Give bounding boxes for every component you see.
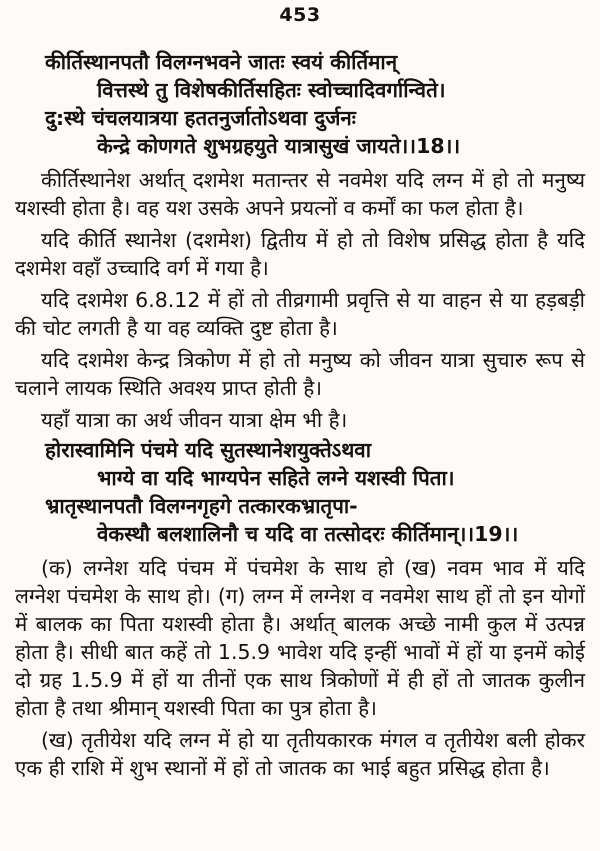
verse-18-block: [15, 48, 585, 160]
paragraph-dwitiya: यदि कीर्ति स्थानेश (दशमेश) द्वितीय में हो तो विशेष प्रसिद्ध होता है यदि दशमेश वहाँ उच्चादि वर्ग में गया है।: [15, 228, 585, 280]
verse-19-block: [15, 436, 585, 548]
verse-18-line-4: केन्द्रे कोणगते शुभग्रहयुते यात्रासुखं जायते।।18।।: [97, 134, 461, 158]
paragraph-kendra-trikon: यदि दशमेश केन्द्र त्रिकोण में हो तो मनुष्य को जीवन यात्रा सुचारु रूप से चलाने लायक स्थिति अवश्य प्राप्त होती है।: [15, 348, 585, 400]
verse-19-line-1: होरास्वामिनि पंचमे यदि सुतस्थानेशयुक्तेऽथवा: [45, 438, 372, 462]
page-number: 453: [279, 4, 321, 26]
verse-18-line-3: दु:स्थे चंचलयात्रया हततनुर्जातोऽथवा दुर्जनः: [45, 106, 356, 130]
verse-19-line-2: भाग्ये वा यदि भाग्यपेन सहिते लग्ने यशस्वी पिता।: [97, 466, 455, 490]
verse-19-line-4: वेकस्थौ बलशालिनौ च यदि वा तत्सोदरः कीर्तिमान्।।19।।: [97, 522, 519, 546]
verse-18-line-1: कीर्तिस्थानपतौ विलग्नभवने जातः स्वयं कीर्तिमान्: [45, 50, 398, 74]
paragraph-yatra-kshem: यहाँ यात्रा का अर्थ जीवन यात्रा क्षेम भी है।: [41, 408, 348, 432]
paragraph-kha-tritiyesh: (ख) तृतीयेश यदि लग्न में हो या तृतीयकारक मंगल व तृतीयेश बली होकर एक ही राशि में शुभ स्थानों में हों तो जातक का भाई बहुत प्रसिद्ध होता है।: [15, 728, 585, 780]
paragraph-ka-yoga: (क) लग्नेश यदि पंचम में पंचमेश के साथ हो (ख) नवम भाव में यदि लग्नेश पंचमेश के साथ हो। (ग) लग्न में लग्नेश व नवमेश साथ हों तो इन योगों में बालक का पिता यशस्वी होता है। अर्थात् बालक अच्छे नामी कुल में उत्पन्न होता है। सीधी बात कहें तो 1.5.9 भावेश यदि इन्हीं भावों में हों या इनमें कोई दो ग्रह 1.5.9 में हों या तीनों एक साथ त्रिकोणों में ही हों तो जातक कुलीन होता है तथा श्रीमान् यशस्वी पिता का पुत्र होता है।: [15, 556, 585, 720]
paragraph-kirtisthanesh: कीर्तिस्थानेश अर्थात् दशमेश मतान्तर से नवमेश यदि लग्न में हो तो मनुष्य यशस्वी होता है। वह यश उसके अपने प्रयत्नों व कर्मों का फल होता है।: [15, 168, 585, 220]
verse-18-line-2: वित्तस्थे तु विशेषकीर्तिसहितः स्वोच्चादिवर्गान्विते।: [97, 78, 446, 102]
paragraph-6-8-12: यदि दशमेश 6.8.12 में हों तो तीव्रगामी प्रवृत्ति से या वाहन से या हड़बड़ी की चोट लगती है या वह व्यक्ति दुष्ट होता है।: [15, 288, 585, 340]
verse-19-line-3: भ्रातृस्थानपतौ विलग्नगृहगे तत्कारकभ्रातृपा-: [45, 494, 358, 518]
